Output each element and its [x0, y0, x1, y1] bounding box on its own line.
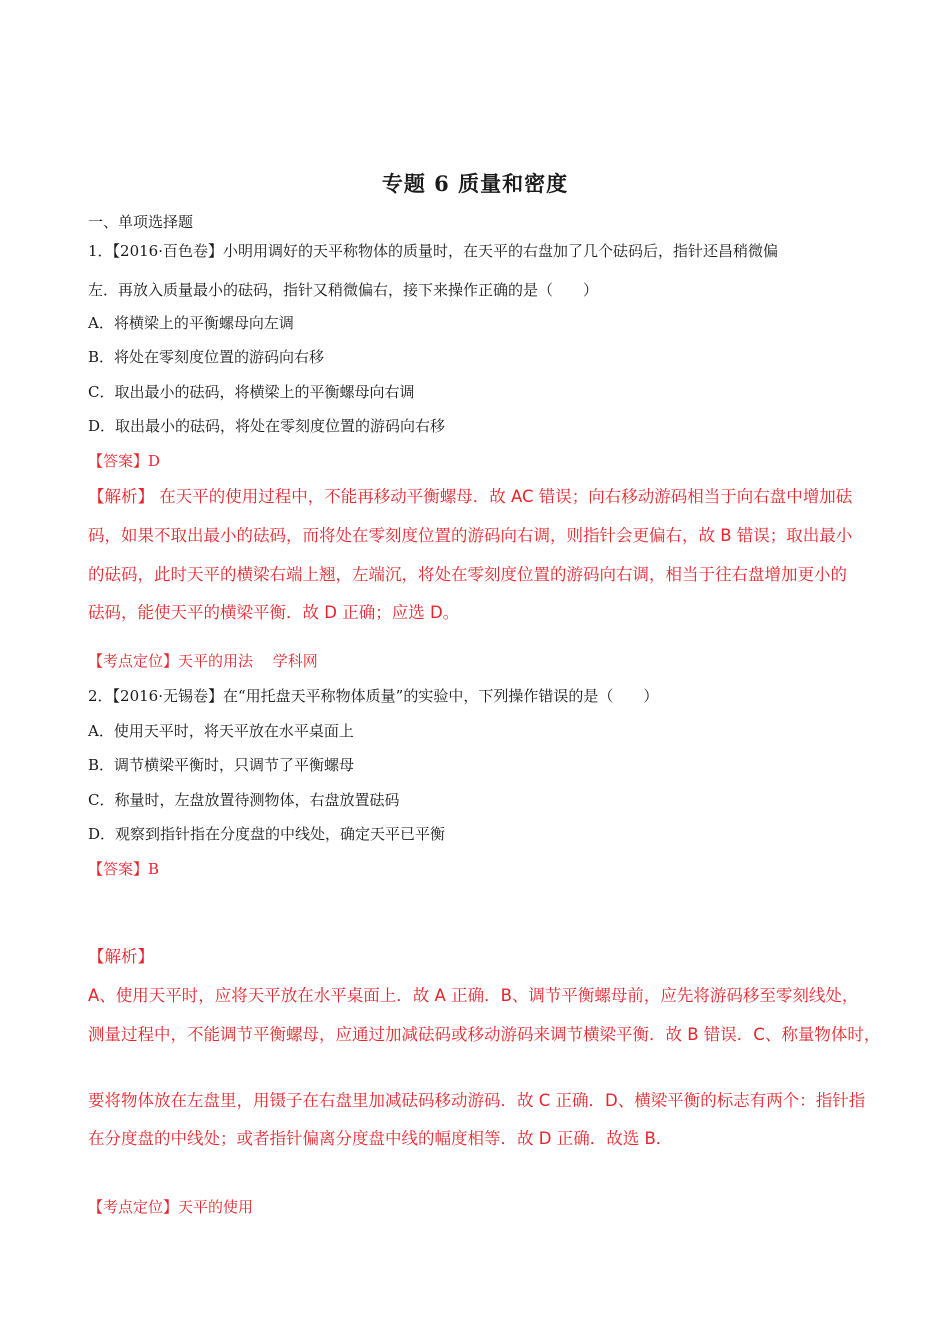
q1-analysis-line1: 【解析】 在天平的使用过程中，不能再移动平衡螺母．故 AC 错误；向右移动游码相当于向右盘中增加砝 — [88, 487, 853, 506]
q2-analysis-line4: 在分度盘的中线处；或者指针偏离分度盘中线的幅度相等．故 D 正确．故选 B． — [88, 1129, 673, 1148]
q2-analysis-line3: 要将物体放在左盘里，用镊子在右盘里加减砝码移动游码．故 C 正确．D、横梁平衡的标志有两个：指针指 — [88, 1091, 866, 1110]
q2-option-a: A．使用天平时，将天平放在水平桌面上 — [88, 722, 354, 740]
q1-analysis-line4: 砝码，能使天平的横梁平衡．故 D 正确；应选 D。 — [88, 603, 460, 622]
q1-answer-value: D — [148, 452, 161, 470]
q2-stem: 2．【2016·无锡卷】在“用托盘天平称物体质量”的实验中，下列操作错误的是（ ） — [88, 687, 659, 705]
q1-option-c: C．取出最小的砝码，将横梁上的平衡螺母向右调 — [88, 383, 415, 401]
q1-option-d: D．取出最小的砝码，将处在零刻度位置的游码向右移 — [88, 417, 446, 435]
q2-kp-tag: 【考点定位】 — [88, 1198, 179, 1216]
q2-option-b: B．调节横梁平衡时，只调节了平衡螺母 — [88, 756, 355, 774]
q1-analysis-line2: 码，如果不取出最小的砝码，而将处在零刻度位置的游码向右调，则指针会更偏右，故 B 错误；取出最小 — [88, 526, 853, 545]
q2-analysis-tag: 【解析】 — [88, 947, 154, 966]
q2-answer — [88, 859, 159, 879]
q2-answer-tag: 【答案】 — [88, 860, 149, 878]
q1-option-a: A．将横梁上的平衡螺母向左调 — [88, 314, 294, 332]
q2-answer-value: B — [148, 860, 160, 878]
q2-kp-value: 天平的使用 — [178, 1198, 254, 1216]
q2-analysis-line2: 测量过程中，不能调节平衡螺母，应通过加减砝码或移动游码来调节横梁平衡．故 B 错误．C、称量物体时， — [88, 1025, 881, 1044]
q1-option-b: B．将处在零刻度位置的游码向右移 — [88, 348, 325, 366]
q2-option-d: D．观察到指针指在分度盘的中线处，确定天平已平衡 — [88, 825, 446, 843]
q1-kp-value: 天平的用法 学科网 — [178, 652, 318, 670]
page-title: 专题 6 质量和密度 — [381, 171, 569, 196]
q1-stem-line2: 左．再放入质量最小的砝码，指针又稍微偏右，接下来操作正确的是（ ） — [88, 281, 599, 299]
q2-analysis-line1: A、使用天平时，应将天平放在水平桌面上．故 A 正确．B、调节平衡螺母前，应先将游码移至零刻线处， — [88, 986, 859, 1005]
q1-knowledge-point — [88, 651, 318, 671]
q1-answer — [88, 451, 160, 471]
q1-analysis-line3: 的砝码，此时天平的横梁右端上翘，左端沉，将处在零刻度位置的游码向右调，相当于往右盘增加更小的 — [88, 565, 847, 584]
q2-knowledge-point — [88, 1197, 253, 1217]
section-heading: 一、单项选择题 — [88, 213, 194, 231]
q1-answer-tag: 【答案】 — [88, 452, 149, 470]
q2-option-c: C．称量时，左盘放置待测物体，右盘放置砝码 — [88, 791, 400, 809]
q1-kp-tag: 【考点定位】 — [88, 652, 179, 670]
q1-stem-line1: 1．【2016·百色卷】小明用调好的天平称物体的质量时，在天平的右盘加了几个砝码后，指针还昌稍微偏 — [88, 242, 778, 260]
